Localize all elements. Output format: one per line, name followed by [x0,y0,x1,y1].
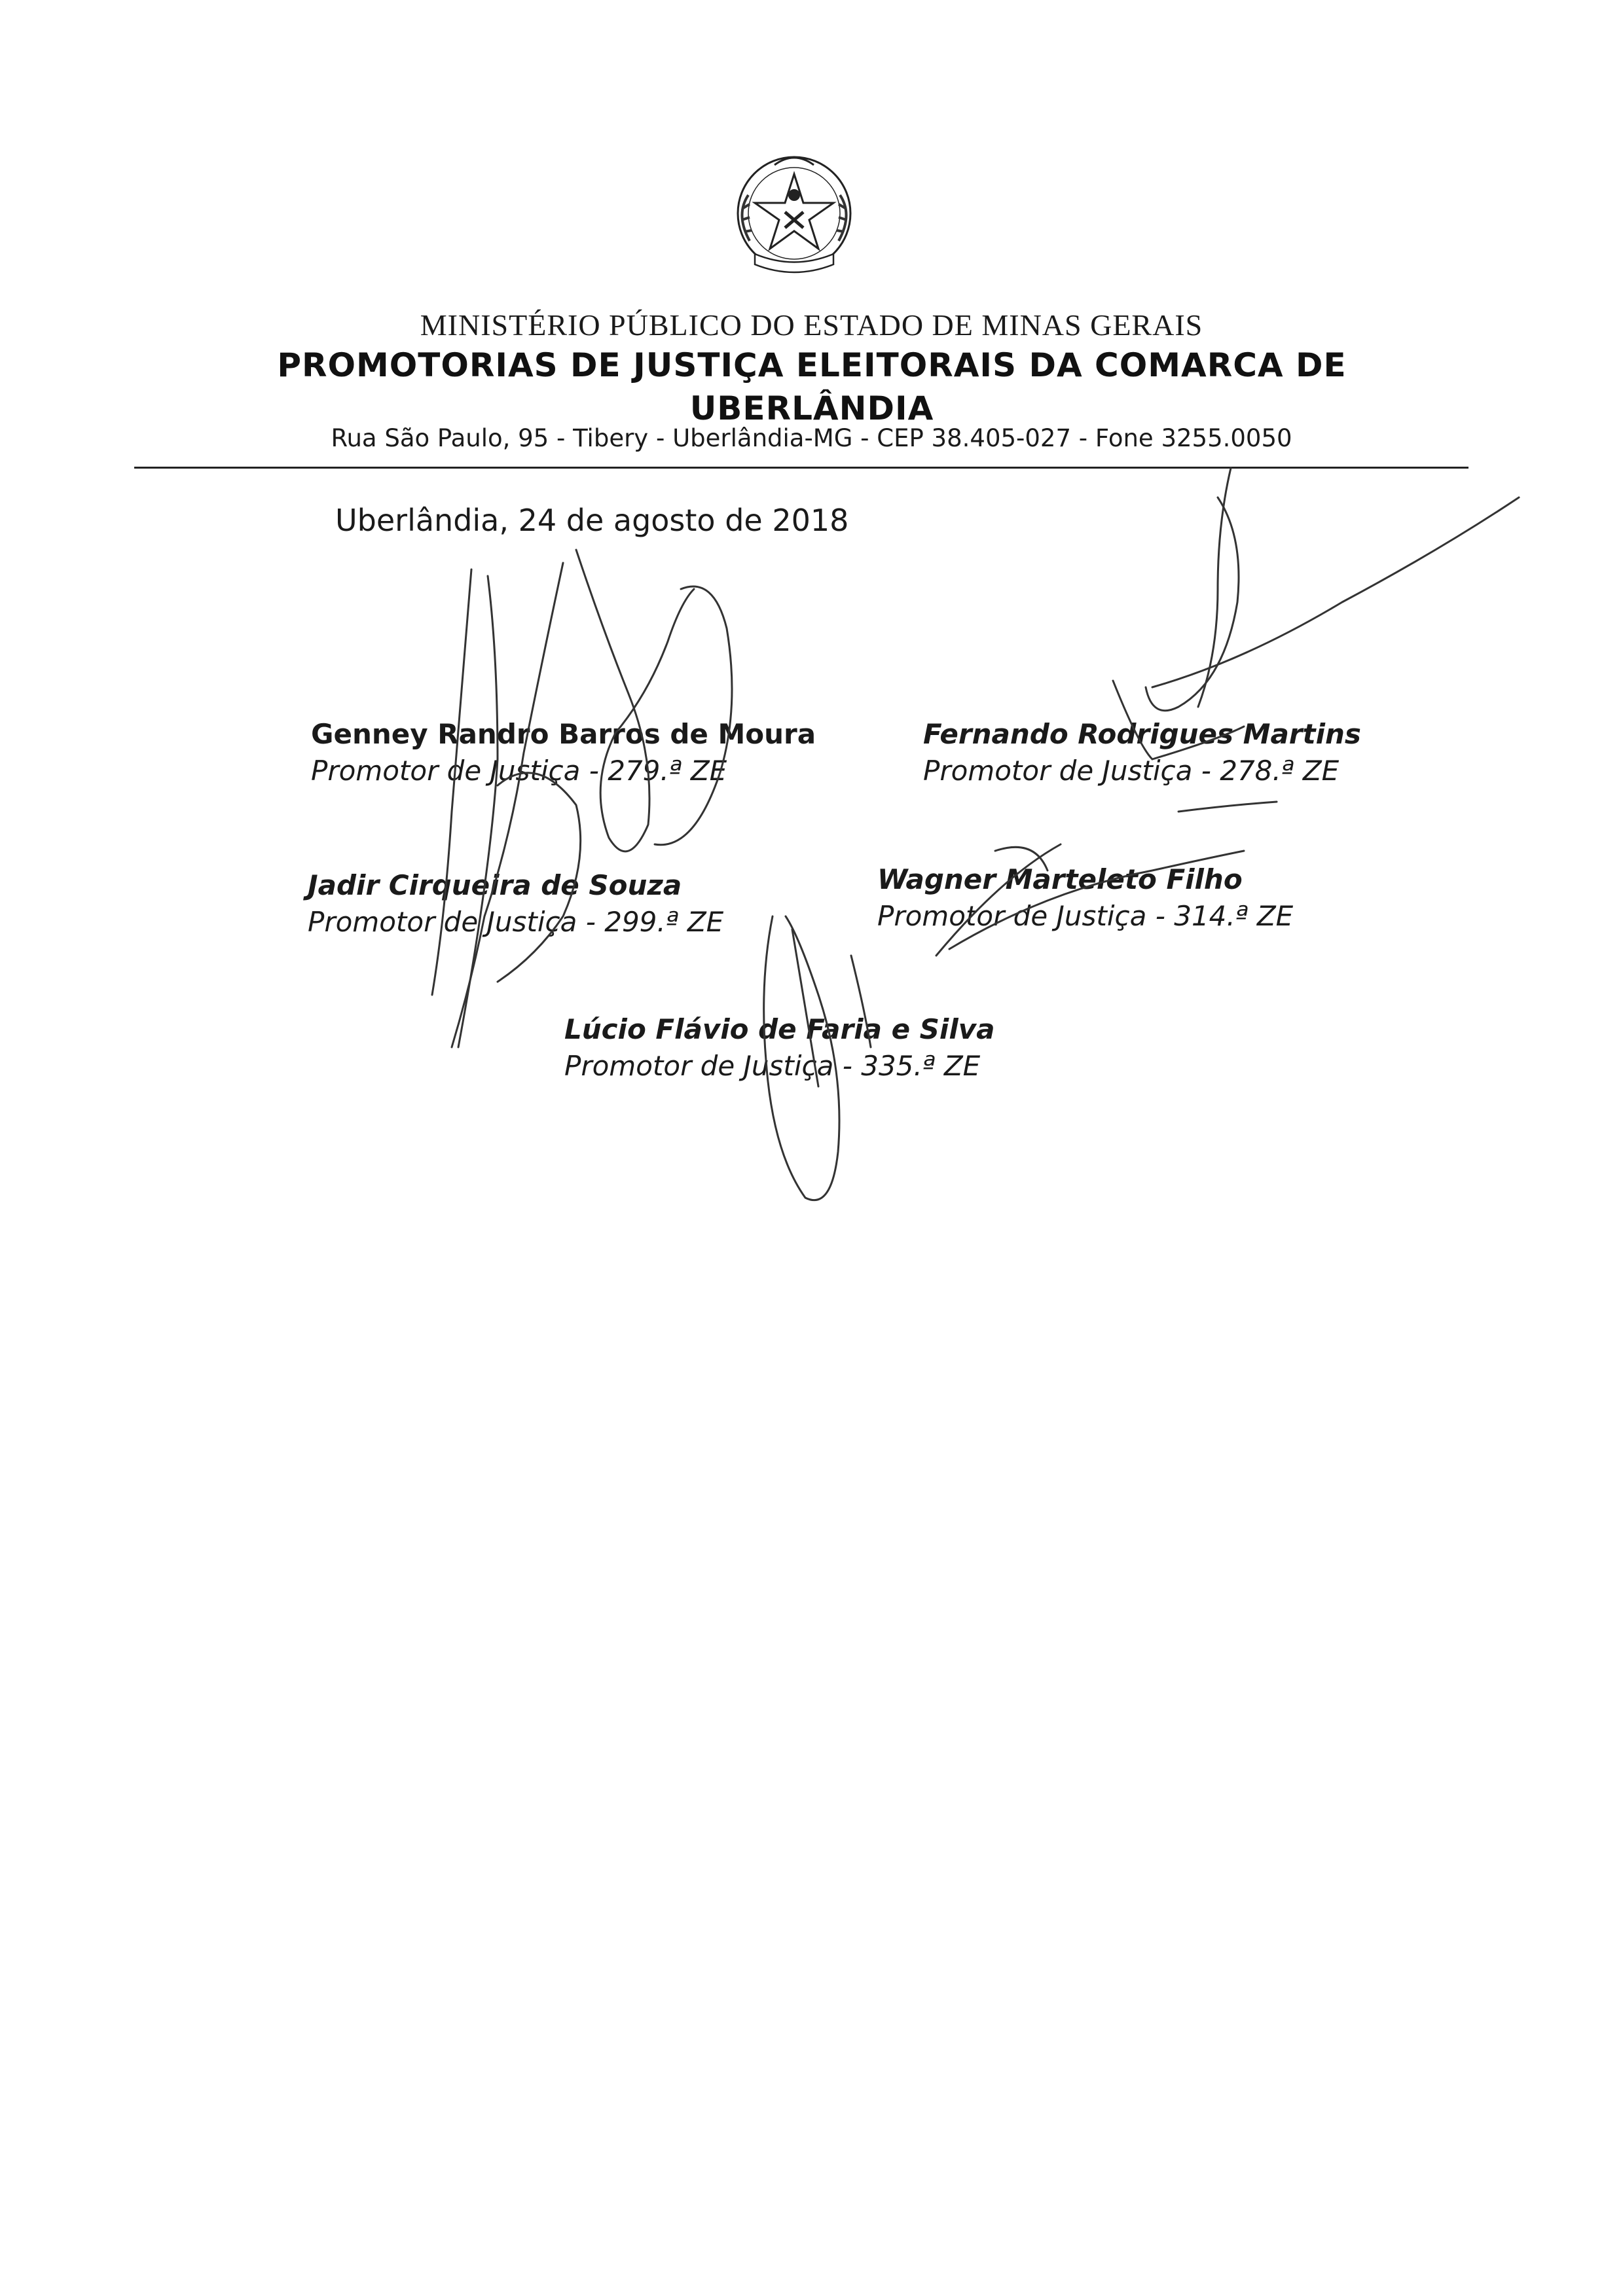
signature-stroke [452,563,563,1047]
signatory-block [308,867,723,941]
signatory-name: Fernando Rodrigues Martins [923,718,1361,750]
signatory-role: Promotor de Justiça - 279.ª ZE [311,755,727,787]
signatory-role: Promotor de Justiça - 335.ª ZE [564,1050,981,1082]
signatory-block [923,716,1361,789]
signature-stroke [1198,468,1231,707]
date-line: Uberlândia, 24 de agosto de 2018 [335,503,849,538]
department-name: PROMOTORIAS DE JUSTIÇA ELEITORAIS DA COMARCA DE UBERLÂNDIA [277,346,1347,427]
signature-stroke [1178,802,1277,812]
signatory-name: Lúcio Flávio de Faria e Silva [564,1013,995,1045]
signature-stroke [1146,497,1239,711]
signature-stroke [1152,497,1519,687]
signatory-role: Promotor de Justiça - 278.ª ZE [923,755,1340,787]
institution-name: MINISTÉRIO PÚBLICO DO ESTADO DE MINAS GERAIS [420,308,1203,342]
signatory-name: Genney Randro Barros de Moura [311,718,816,750]
signatory-role: Promotor de Justiça - 314.ª ZE [877,900,1294,932]
address-line: Rua São Paulo, 95 - Tibery - Uberlândia-MG - CEP 38.405-027 - Fone 3255.0050 [331,424,1292,452]
signatory-block [564,1011,994,1085]
signature-stroke [576,550,694,852]
signatory-role: Promotor de Justiça - 299.ª ZE [308,906,724,938]
signatory-name: Jadir Cirqueira de Souza [308,869,682,901]
coat-of-arms-seal [709,149,879,287]
signature-stroke [458,576,498,1047]
signatory-name: Wagner Marteleto Filho [877,863,1243,895]
signatory-block [877,861,1293,935]
signatory-block [311,716,816,789]
header-divider [134,467,1468,469]
